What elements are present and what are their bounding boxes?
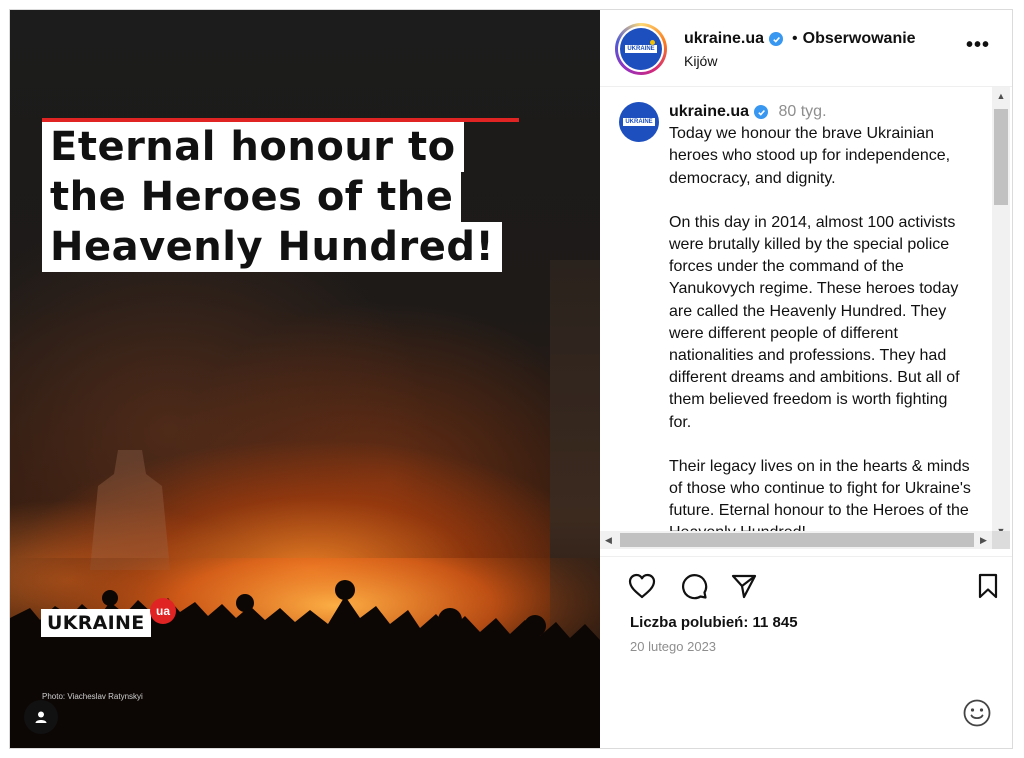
headline [42, 118, 582, 272]
more-options-button[interactable]: ••• [966, 34, 991, 56]
user-icon [34, 710, 48, 724]
caption-avatar[interactable] [619, 102, 659, 142]
church-silhouette [90, 450, 170, 570]
brand-logo [41, 604, 170, 634]
comment-button[interactable] [678, 570, 710, 602]
crowd-silhouette [10, 558, 600, 748]
avatar [620, 28, 662, 70]
vertical-scrollbar-thumb[interactable] [994, 109, 1008, 205]
brand-logo-badge: ua [150, 598, 176, 624]
profile-avatar-story-ring[interactable] [615, 23, 667, 75]
likes-count[interactable]: Liczba polubień: 11 845 [630, 614, 798, 631]
horizontal-scrollbar[interactable] [600, 531, 992, 549]
post-dialog [9, 9, 1013, 749]
header-username[interactable]: ukraine.ua [684, 30, 765, 47]
vertical-scrollbar[interactable] [992, 87, 1010, 539]
emoji-picker-button[interactable] [962, 698, 992, 728]
share-button[interactable] [728, 570, 760, 602]
caption-text [669, 101, 974, 557]
scroll-left-arrow-icon[interactable]: ◀ [605, 534, 612, 545]
headline-line-3: Heavenly Hundred! [42, 222, 502, 272]
action-bar [600, 570, 1012, 610]
post-header [600, 10, 1012, 87]
caption-paragraph-1: Today we honour the brave Ukrainian heroes who stood up for independence, democracy, and dignity. [669, 125, 951, 187]
post-image[interactable] [10, 10, 600, 748]
header-separator: • [792, 30, 798, 47]
headline-line-1: Eternal honour to [42, 122, 464, 172]
avatar-logo-text: UKRAINE [627, 46, 655, 52]
scroll-up-arrow-icon[interactable]: ▲ [996, 90, 1006, 101]
post-sidebar [600, 10, 1012, 748]
scrollbar-corner [992, 531, 1010, 549]
header-username-row [684, 30, 916, 48]
location-link[interactable]: Kijów [684, 53, 718, 69]
send-icon [730, 573, 758, 599]
caption-username-row [669, 101, 768, 123]
caption-scroll-area[interactable] [600, 87, 1012, 557]
photo-credit: Photo: Viacheslav Ratynskyi [42, 692, 143, 701]
following-button[interactable]: Obserwowanie [802, 30, 916, 47]
caption-avatar-logo-text: UKRAINE [625, 119, 653, 125]
headline-line-2: the Heroes of the [42, 172, 461, 222]
user-tag-button[interactable] [24, 700, 58, 734]
brand-logo-text: UKRAINE [41, 609, 151, 637]
scroll-right-arrow-icon[interactable]: ▶ [980, 534, 987, 545]
bookmark-icon [976, 573, 1000, 599]
save-button[interactable] [972, 570, 1004, 602]
caption-username[interactable]: ukraine.ua [669, 103, 750, 120]
caption-paragraph-2: On this day in 2014, almost 100 activists were brutally killed by the special police forces under the command of the Yanukovych regime. These heroes today are called the Heavenly Hundred. They were different people of different nationalities and professions. They had different dreams and ambitions. But all of them believed freedom is worth fighting for. [669, 213, 960, 431]
horizontal-scrollbar-thumb[interactable] [620, 533, 974, 547]
like-button[interactable] [626, 570, 658, 602]
verified-badge-icon [754, 105, 768, 119]
heart-icon [628, 573, 656, 599]
post-date[interactable]: 20 lutego 2023 [630, 639, 717, 654]
comment-icon [680, 572, 708, 600]
caption-timestamp[interactable]: 80 tyg. [778, 103, 827, 120]
emoji-icon [962, 698, 992, 728]
caption-paragraph-3: Their legacy lives on in the hearts & minds of those who continue to fight for Ukraine's future. Eternal honour to the Heroes of the [669, 457, 971, 520]
verified-badge-icon [769, 32, 783, 46]
